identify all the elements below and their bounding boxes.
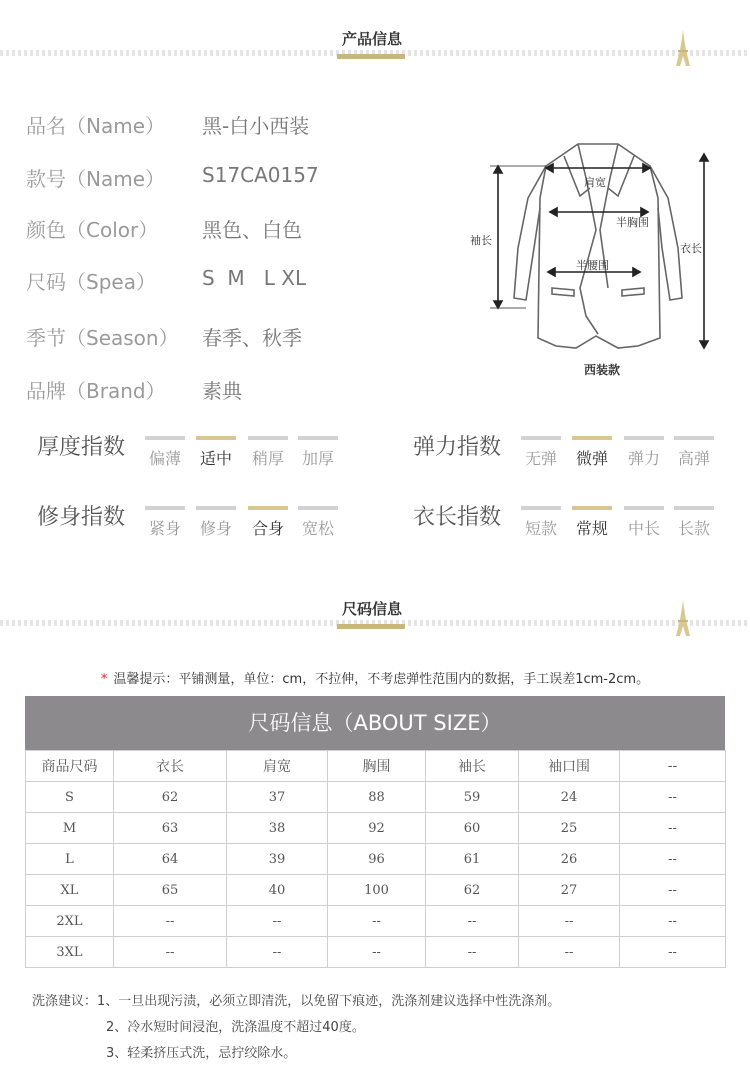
table-cell: -- [426,937,519,968]
product-season-label: 季节（Season） [26,326,179,350]
table-cell: 27 [519,875,620,906]
tip-text: 温馨提示：平铺测量，单位：cm，不拉伸，不考虑弹性范围内的数据，手工误差1cm-2cm。 [113,672,650,687]
table-cell: -- [519,906,620,937]
scale-option: 短款 [521,506,561,539]
washing-line: 2、冷水短时间浸泡，洗涤温度不超过40度。 [106,1020,365,1035]
section-title: 产品信息 [338,30,406,48]
scale-option: 修身 [196,506,236,539]
size-info-header [0,598,750,638]
scale-option-selected: 合身 [248,506,288,539]
measurement-tip [0,668,750,687]
table-cell: 26 [519,844,620,875]
table-row [26,875,726,906]
size-table-banner: 尺码信息（ABOUT SIZE） [25,696,725,750]
section-title: 尺码信息 [338,600,406,618]
eiffel-tower-icon [673,598,693,638]
table-cell: 39 [227,844,328,875]
product-name-value: 黑-白小西装 [202,114,310,138]
table-cell: -- [328,906,426,937]
scale-title: 弹力指数 [413,435,502,460]
scale-option: 稍厚 [248,436,288,469]
table-cell: -- [620,782,726,813]
table-cell: 24 [519,782,620,813]
table-cell: 2XL [26,906,114,937]
table-cell: 3XL [26,937,114,968]
header-cell: 肩宽 [227,751,328,782]
table-cell: 100 [328,875,426,906]
scale-option: 长款 [674,506,714,539]
table-cell: 92 [328,813,426,844]
scale-option: 高弹 [674,436,714,469]
scale-title: 修身指数 [37,505,126,530]
scale-title: 衣长指数 [413,505,502,530]
table-cell: -- [620,844,726,875]
product-color-value: 黑色、白色 [202,218,302,242]
table-cell: -- [620,906,726,937]
header-cell: 袖口围 [519,751,620,782]
table-cell: 65 [114,875,227,906]
scale-option-selected: 常规 [572,506,612,539]
table-cell: 38 [227,813,328,844]
half-waist-label: 半腰围 [576,259,609,272]
size-table [25,696,725,968]
table-cell: 96 [328,844,426,875]
table-cell: -- [227,937,328,968]
table-cell: -- [620,937,726,968]
product-name-label: 品名（Name） [26,114,166,138]
scale-option-selected: 适中 [196,436,236,469]
table-cell: 59 [426,782,519,813]
washing-line: 3、轻柔挤压式洗，忌拧绞除水。 [106,1046,297,1061]
blazer-measurement-diagram [468,138,728,388]
thickness-scale [37,430,357,474]
product-season-value: 春季、秋季 [202,326,302,350]
table-cell: XL [26,875,114,906]
table-cell: 88 [328,782,426,813]
table-cell: 62 [426,875,519,906]
table-cell: L [26,844,114,875]
table-cell: -- [328,937,426,968]
product-brand-value: 素典 [202,379,242,403]
header-cell: 商品尺码 [26,751,114,782]
elasticity-scale [413,430,733,474]
scale-option: 宽松 [298,506,338,539]
eiffel-tower-icon [673,28,693,68]
table-cell: 64 [114,844,227,875]
scale-option: 无弹 [521,436,561,469]
product-info-header [0,28,750,68]
table-cell: M [26,813,114,844]
product-code-label: 款号（Name） [26,167,166,191]
length-scale [413,500,733,544]
table-row [26,813,726,844]
table-cell: -- [114,937,227,968]
table-cell: -- [620,813,726,844]
table-cell: -- [519,937,620,968]
scale-option: 偏薄 [145,436,185,469]
table-cell: S [26,782,114,813]
table-cell: -- [426,906,519,937]
fit-scale [37,500,357,544]
product-color-label: 颜色（Color） [26,218,159,242]
table-cell: 25 [519,813,620,844]
header-cell: 衣长 [114,751,227,782]
header-cell: 袖长 [426,751,519,782]
table-cell: 40 [227,875,328,906]
washing-line: 洗涤建议：1、一旦出现污渍，必须立即清洗，以免留下痕迹，洗涤剂建议选择中性洗涤剂。 [32,994,561,1009]
table-cell: -- [620,875,726,906]
scale-option: 紧身 [145,506,185,539]
tip-star: * [100,672,108,687]
table-cell: -- [227,906,328,937]
product-size-value: S M L XL [202,266,307,290]
header-cell: -- [620,751,726,782]
scale-title: 厚度指数 [37,435,126,460]
scale-option: 弹力 [624,436,664,469]
table-cell: 63 [114,813,227,844]
table-cell: 61 [426,844,519,875]
product-brand-label: 品牌（Brand） [26,379,166,403]
washing-advice [32,990,560,1068]
length-label: 衣长 [680,242,702,255]
header-cell: 胸围 [328,751,426,782]
title-underline [337,54,405,59]
table-row [26,906,726,937]
table-cell: 62 [114,782,227,813]
half-chest-label: 半胸围 [616,216,649,229]
table-cell: 37 [227,782,328,813]
shoulder-label: 肩宽 [584,176,606,189]
size-table-grid [25,750,726,968]
table-row [26,782,726,813]
table-header-row [26,751,726,782]
sleeve-label: 袖长 [470,234,492,247]
scale-option-selected: 微弹 [572,436,612,469]
table-cell: 60 [426,813,519,844]
product-code-value: S17CA0157 [202,163,319,187]
scale-option: 中长 [624,506,664,539]
product-size-label: 尺码（Spea） [26,270,156,294]
scale-option: 加厚 [298,436,338,469]
table-row [26,937,726,968]
table-row [26,844,726,875]
diagram-caption: 西装款 [584,363,621,377]
title-underline [337,624,405,629]
table-cell: -- [114,906,227,937]
